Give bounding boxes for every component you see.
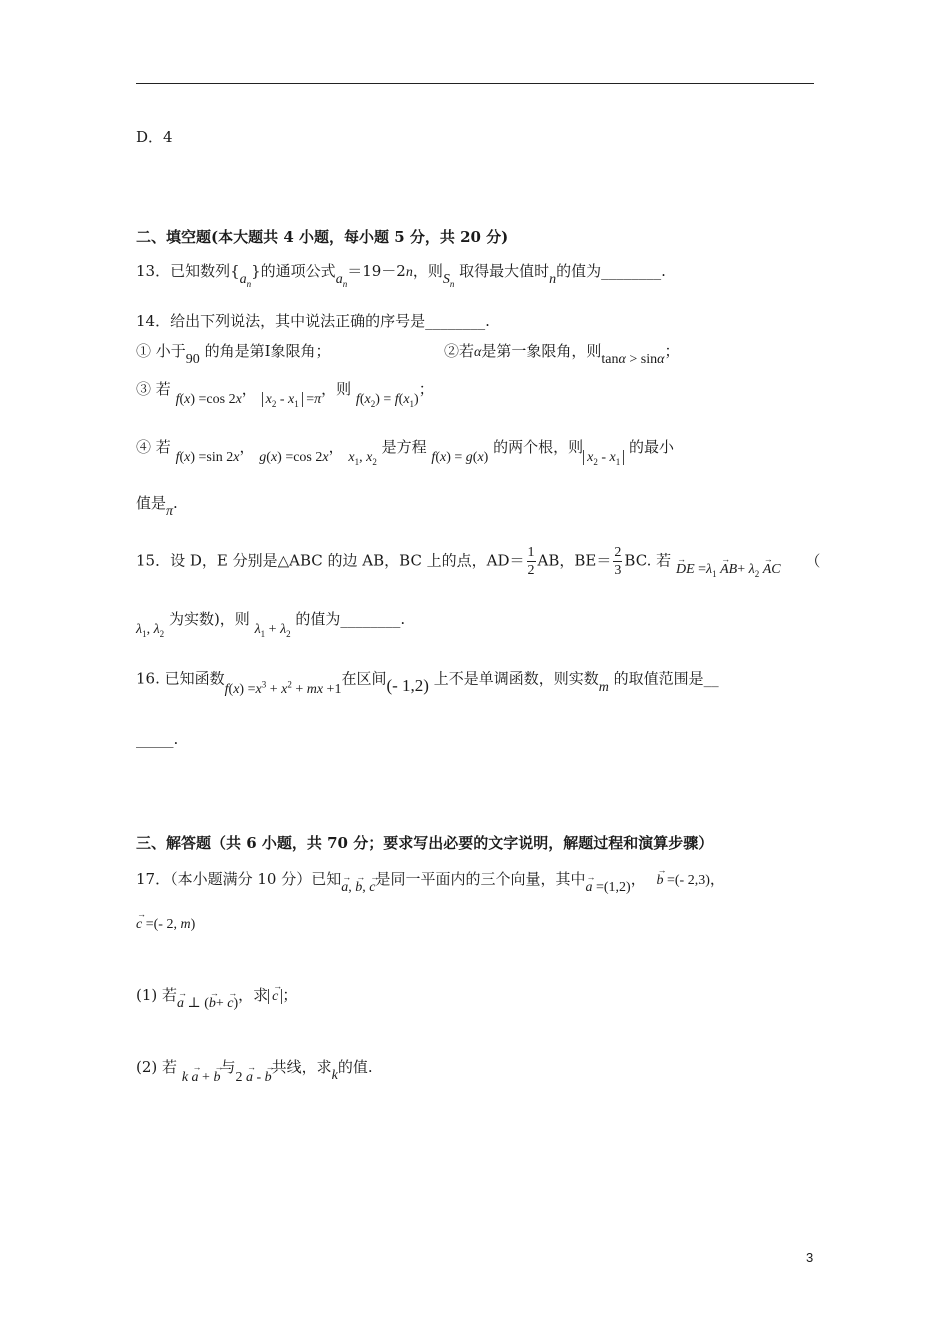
page-number: 3 — [806, 1250, 814, 1265]
math-a-n: $a_n$ — [239, 272, 252, 289]
option-d-text: D．4 — [136, 128, 173, 146]
question-14-item-4-cont: 值是π. — [136, 494, 178, 519]
question-15-cont: $\lambda_1$, $\lambda_2$ 为实数)，则 $\lambda_1 + \lambda_2$ 的值为________. — [136, 610, 406, 639]
question-14-item-3: ③ 若 f(x) =cos 2x， $x_2 - x_1 =\pi$，则 $f(x_2) = f(x_1)$； — [136, 380, 434, 409]
math-vector-equation: → DE $=\lambda_1 \to AB+ \lambda_2$ → AC — [676, 562, 781, 577]
question-16-cont: _____. — [136, 730, 179, 748]
math-function-f: $f(x) =x^3 + x^2$ + mx +1 — [224, 679, 342, 697]
math-s-n: $S_n$ — [442, 272, 455, 289]
question-17-part-2: (2) 若 k → a + → b与2 → a - → b共线，求k的值. — [136, 1056, 373, 1080]
section-3-heading: 三、解答题（共 6 小题，共 70 分；要求写出必要的文字说明，解题过程和演算步骤） — [136, 834, 714, 852]
question-17: 17．（本小题满分 10 分）已知→ a, → b, → c是同一平面内的三个向量，其中→ a =(1,2)， → b =(- 2,3)， — [136, 868, 725, 892]
question-14-item-2: ②若α是第一象限角，则tanα > sinα； — [444, 342, 680, 367]
math-abs-x2-x1: $x_2 - x_1$ — [262, 392, 303, 407]
math-interval: (- 1,2) — [386, 675, 429, 695]
math-tan-gt-sin: tanα > sinα — [601, 352, 665, 367]
question-13: 13．已知数列$\{a_n\}$的通项公式$a_n=19-2n$，则$S_n$ 取得最大值时n的值为________. — [136, 262, 666, 289]
question-17-vector-c: → c =(- 2, m) — [136, 912, 195, 936]
header-rule — [136, 83, 814, 84]
question-14-item-4: ④ 若 f(x) =sin 2x， g(x) =cos 2x， $x_1$, $x_2$ 是方程 f(x) = g(x) 的两个根，则$x_2 - x_1$ 的最小 — [136, 438, 675, 467]
fraction-one-half: $\frac{1}{2}$ — [527, 545, 535, 578]
question-16: 16. 已知函数$f(x) =x^3 + x^2$ + mx +1在区间(- 1,2) 上不是单调函数，则实数m 的取值范围是__ — [136, 669, 719, 697]
question-15: 15．设 D，E 分别是△ABC 的边 AB，BC 上的点，AD＝ $\frac{1}{2}$ AB，BE＝ $\frac{2}{3}$ BC. 若 → DE $=\lambda_1 \to AB+ \lambda_2$ → AC （ — [136, 544, 820, 579]
question-14-item-1: ① 小于90 的角是第Ⅰ象限角； — [136, 342, 331, 367]
section-2-heading: 二、填空题(本大题共 4 小题，每小题 5 分，共 20 分) — [136, 228, 509, 246]
fraction-two-thirds: $\frac{2}{3}$ — [614, 545, 622, 578]
question-17-part-1: (1) 若→ a ⊥ (→ b+ → c)，求→ c ； — [136, 984, 297, 1008]
math-a-n: $a_n$ — [335, 272, 348, 289]
question-14-stem: 14．给出下列说法，其中说法正确的序号是________. — [136, 312, 490, 330]
option-d — [136, 126, 173, 148]
